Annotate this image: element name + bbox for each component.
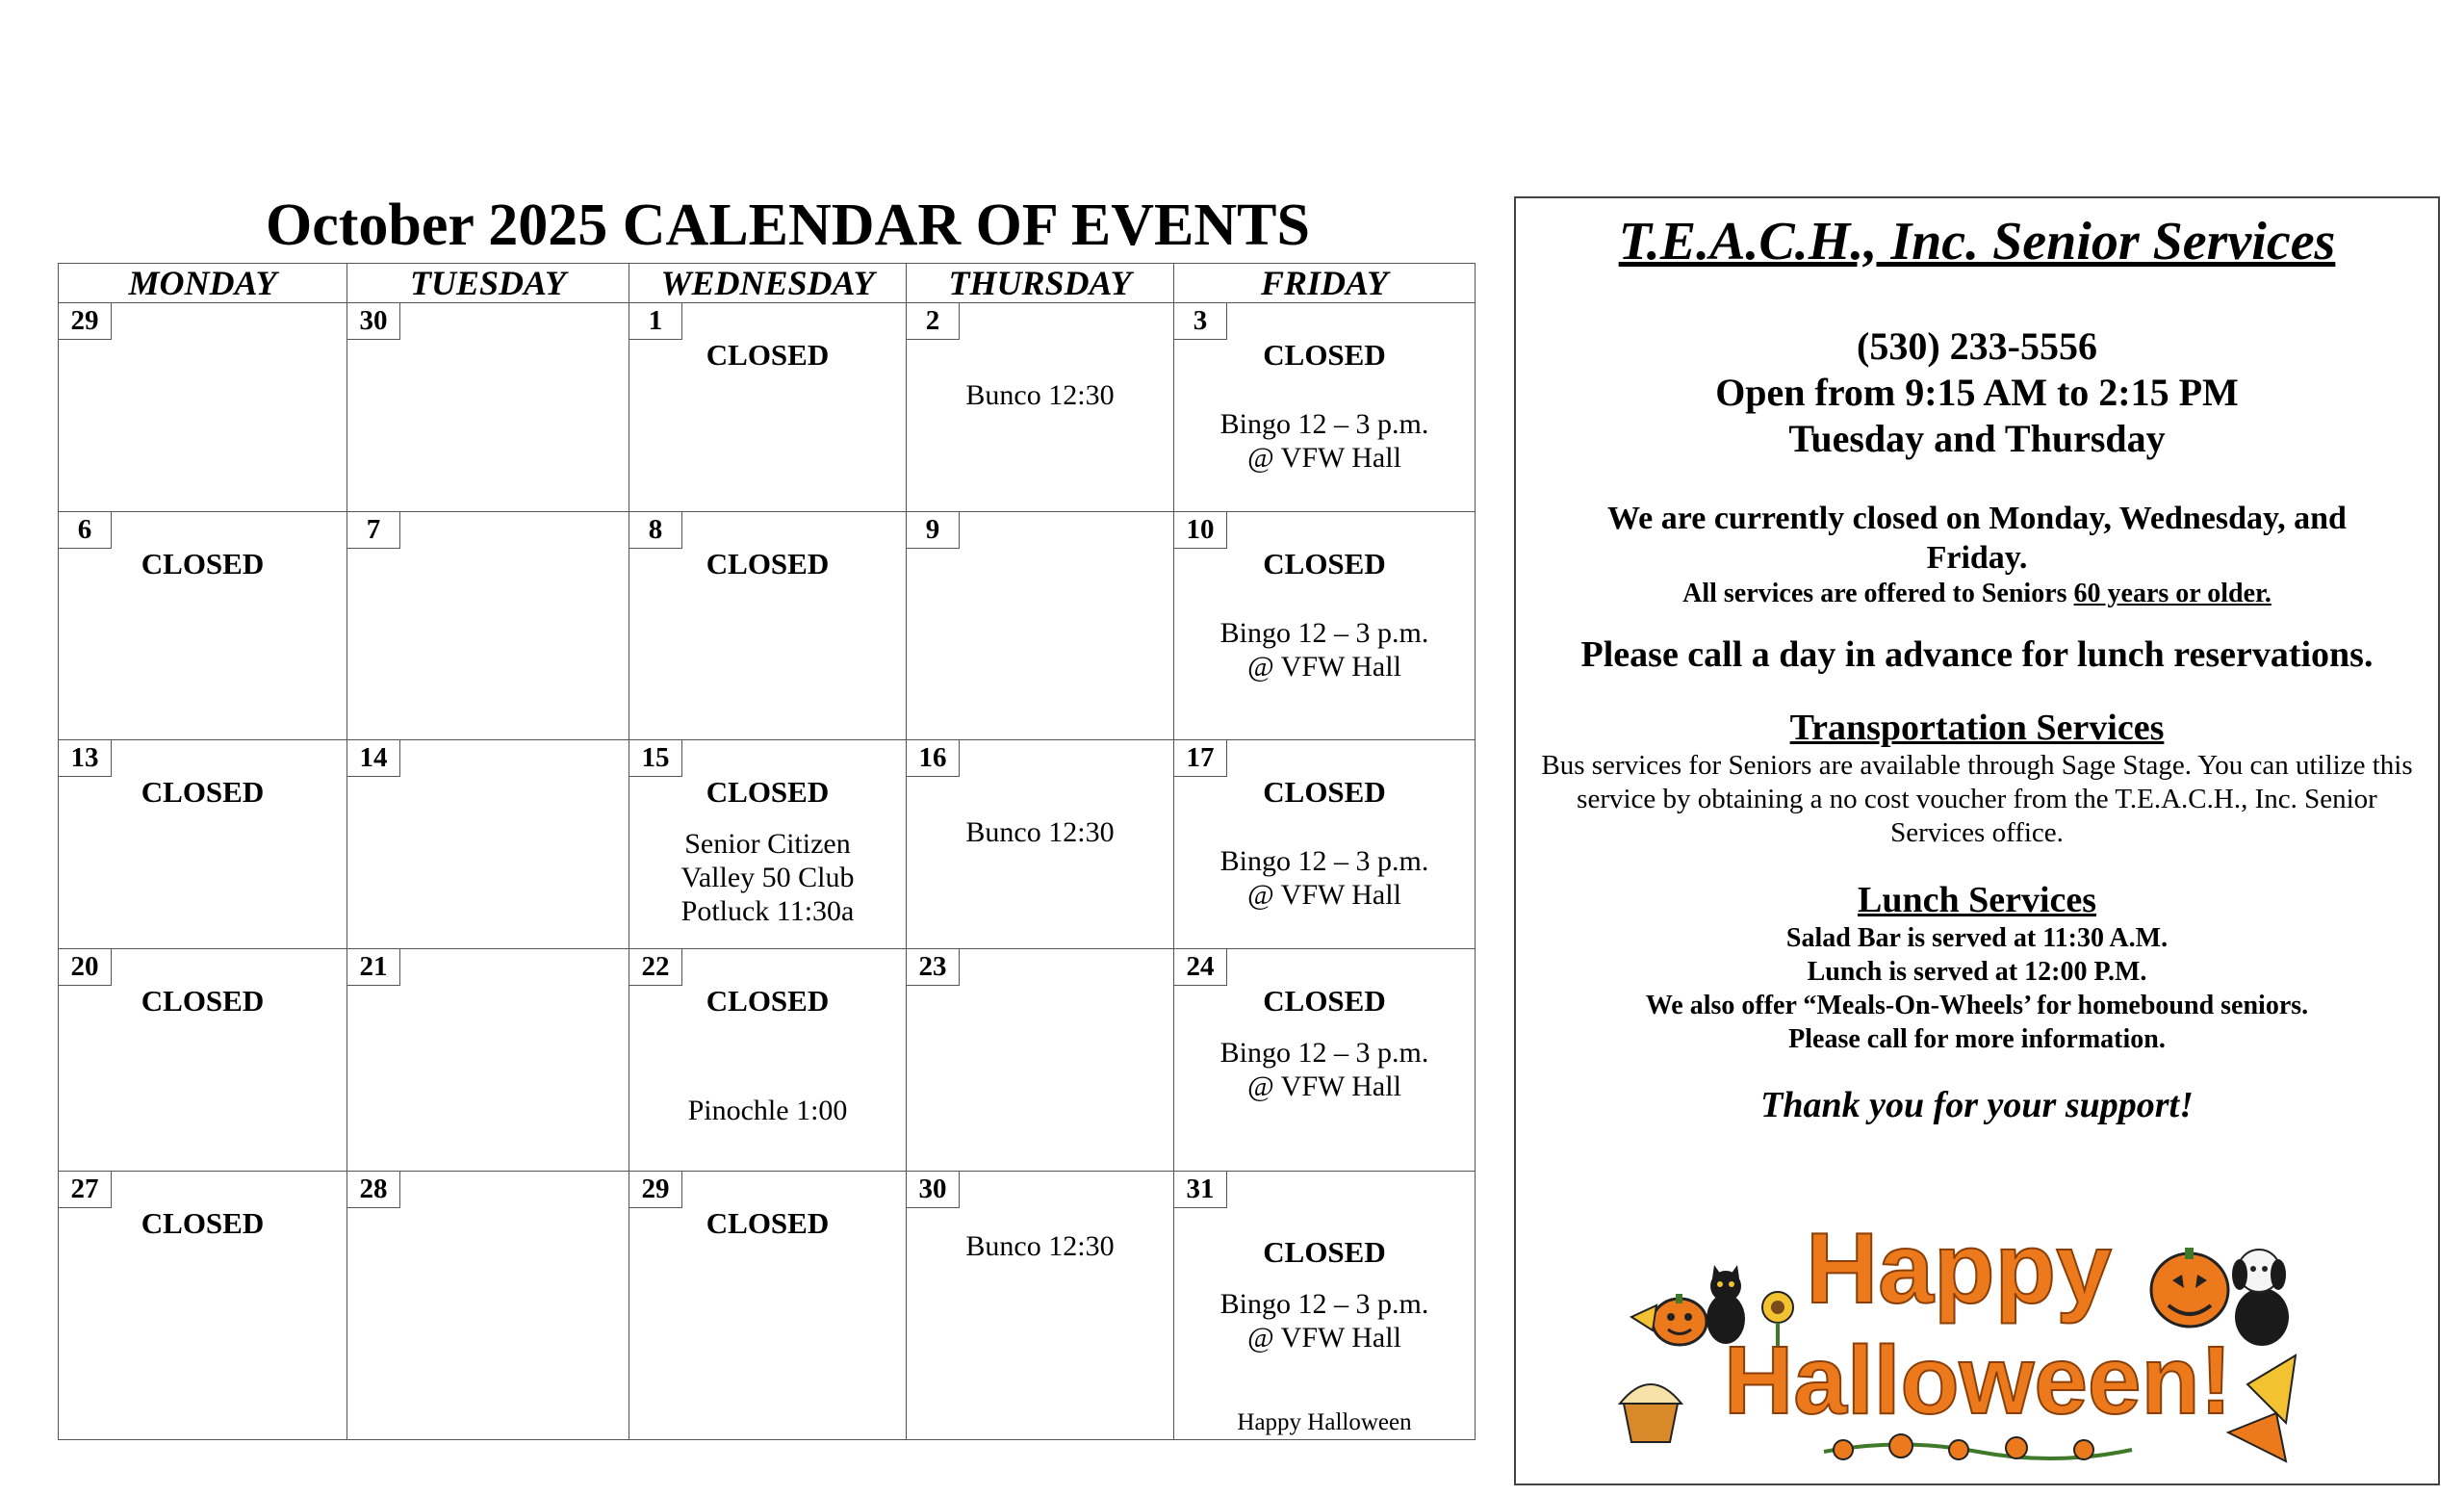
day-number: 23 [907, 949, 960, 986]
candy-corn-icon [2228, 1355, 2296, 1461]
day-cell [59, 512, 347, 740]
calendar-title: October 2025 CALENDAR OF EVENTS [265, 193, 1311, 258]
info-panel [1514, 196, 2440, 1485]
graphic-word-happy: Happy [1806, 1213, 2112, 1325]
halloween-note: Happy Halloween [1237, 1409, 1412, 1435]
lunch-heading: Lunch Services [1857, 880, 2097, 920]
event-text: Pinochle 1:00 [687, 1095, 848, 1126]
day-number: 29 [59, 303, 112, 340]
day-cell [1174, 740, 1476, 949]
closed-label: CLOSED [706, 547, 830, 580]
seniors-notice [1516, 578, 2438, 610]
day-cell [1174, 1172, 1476, 1440]
seniors-prefix: All services are offered to Seniors [1682, 579, 2074, 608]
day-number: 29 [629, 1172, 682, 1208]
event-text: @ VFW Hall [1247, 442, 1401, 474]
event-text: @ VFW Hall [1247, 651, 1401, 683]
day-number: 20 [59, 949, 112, 986]
day-cell [347, 303, 629, 512]
day-cell [907, 303, 1174, 512]
closed-label: CLOSED [706, 984, 830, 1018]
event-text: @ VFW Hall [1247, 879, 1401, 911]
lunch-line: Lunch is served at 12:00 P.M. [1807, 957, 2147, 987]
day-cell [629, 512, 907, 740]
closed-label: CLOSED [706, 1206, 830, 1240]
lunch-line: Salad Bar is served at 11:30 A.M. [1785, 923, 2169, 953]
day-number: 30 [907, 1172, 960, 1208]
day-cell [347, 740, 629, 949]
weekday-header-row [59, 264, 1476, 303]
day-number: 24 [1174, 949, 1227, 986]
lunch-line: We also offer “Meals-On-Wheels’ for homebound seniors. [1645, 991, 2309, 1020]
day-cell [907, 949, 1174, 1172]
week-row [59, 1172, 1476, 1440]
day-cell [1174, 512, 1476, 740]
open-hours: Open from 9:15 AM to 2:15 PM [1715, 371, 2239, 414]
day-number: 16 [907, 740, 960, 777]
closed-label: CLOSED [1263, 547, 1386, 580]
day-cell [347, 949, 629, 1172]
phone-number: (530) 233-5556 [1857, 324, 2097, 368]
event-text: Bingo 12 – 3 p.m. [1219, 1037, 1429, 1069]
day-number: 1 [629, 303, 682, 340]
event-text: Bingo 12 – 3 p.m. [1219, 408, 1429, 440]
closed-label: CLOSED [706, 775, 830, 809]
call-notice: Please call a day in advance for lunch reservations. [1580, 634, 2374, 675]
day-number: 21 [347, 949, 400, 986]
closed-label: CLOSED [1263, 1235, 1386, 1269]
closed-label: CLOSED [141, 1206, 265, 1240]
event-text: Bunco 12:30 [965, 379, 1115, 411]
day-number: 2 [907, 303, 960, 340]
day-number: 7 [347, 512, 400, 549]
week-row [59, 740, 1476, 949]
day-number: 31 [1174, 1172, 1227, 1208]
open-days: Tuesday and Thursday [1788, 417, 2166, 460]
day-cell [1174, 303, 1476, 512]
weekday-monday: MONDAY [59, 264, 347, 303]
day-cell [629, 740, 907, 949]
pumpkin-vine-icon [1824, 1434, 2132, 1459]
day-cell [629, 949, 907, 1172]
event-text: Valley 50 Club [680, 862, 855, 893]
day-number: 10 [1174, 512, 1227, 549]
closed-notice: We are currently closed on Monday, Wednesday, and Friday. [1607, 501, 2347, 576]
event-text: Potluck 11:30a [680, 895, 855, 927]
dog-icon [2232, 1250, 2289, 1346]
event-text: Senior Citizen [684, 828, 851, 860]
day-number: 15 [629, 740, 682, 777]
day-number: 22 [629, 949, 682, 986]
day-cell [59, 303, 347, 512]
day-number: 6 [59, 512, 112, 549]
week-row [59, 949, 1476, 1172]
week-row [59, 512, 1476, 740]
event-text: Bunco 12:30 [965, 1230, 1115, 1262]
closed-label: CLOSED [706, 338, 830, 372]
transport-heading: Transportation Services [1789, 708, 2165, 748]
cupcake-icon [1620, 1384, 1681, 1442]
day-number: 27 [59, 1172, 112, 1208]
closed-label: CLOSED [1263, 338, 1386, 372]
day-cell [907, 740, 1174, 949]
day-cell [629, 303, 907, 512]
day-number: 8 [629, 512, 682, 549]
day-number: 14 [347, 740, 400, 777]
closed-label: CLOSED [1263, 775, 1386, 809]
closed-label: CLOSED [141, 775, 265, 809]
closed-label: CLOSED [141, 547, 265, 580]
weekday-wednesday: WEDNESDAY [629, 264, 907, 303]
event-text: Bunco 12:30 [965, 816, 1115, 848]
event-text: Bingo 12 – 3 p.m. [1219, 845, 1429, 877]
lunch-line: Please call for more information. [1788, 1024, 2166, 1054]
day-number: 9 [907, 512, 960, 549]
day-cell [59, 740, 347, 949]
seniors-age: 60 years or older. [2073, 579, 2272, 608]
closed-label: CLOSED [141, 984, 265, 1018]
day-cell [629, 1172, 907, 1440]
candy-corn-icon [1631, 1305, 1656, 1330]
closed-label: CLOSED [1263, 984, 1386, 1018]
day-cell [347, 1172, 629, 1440]
day-number: 28 [347, 1172, 400, 1208]
week-row [59, 303, 1476, 512]
pumpkin-icon [1653, 1294, 1707, 1345]
day-cell [1174, 949, 1476, 1172]
day-cell [347, 512, 629, 740]
event-text: @ VFW Hall [1247, 1070, 1401, 1102]
day-number: 17 [1174, 740, 1227, 777]
day-cell [907, 1172, 1174, 1440]
happy-halloween-graphic [1612, 1211, 2344, 1471]
weekday-friday: FRIDAY [1174, 264, 1476, 303]
calendar-table [58, 263, 1476, 1440]
day-number: 30 [347, 303, 400, 340]
day-cell [59, 1172, 347, 1440]
weekday-thursday: THURSDAY [907, 264, 1174, 303]
event-text: @ VFW Hall [1247, 1322, 1401, 1354]
weekday-tuesday: TUESDAY [347, 264, 629, 303]
graphic-word-halloween: Halloween! [1724, 1327, 2232, 1434]
day-cell [59, 949, 347, 1172]
day-number: 3 [1174, 303, 1227, 340]
day-number: 13 [59, 740, 112, 777]
event-text: Bingo 12 – 3 p.m. [1219, 617, 1429, 649]
day-cell [907, 512, 1174, 740]
panel-title: T.E.A.C.H., Inc. Senior Services [1618, 212, 2336, 271]
jack-o-lantern-icon [2151, 1248, 2228, 1327]
event-text: Bingo 12 – 3 p.m. [1219, 1288, 1429, 1320]
thanks-text: Thank you for your support! [1760, 1085, 2194, 1125]
transport-text: Bus services for Seniors are available through Sage Stage. You can utilize this service by obtaining a no cost voucher from the T.E.A.C.H., Inc. Senior Services office. [1541, 750, 2413, 848]
